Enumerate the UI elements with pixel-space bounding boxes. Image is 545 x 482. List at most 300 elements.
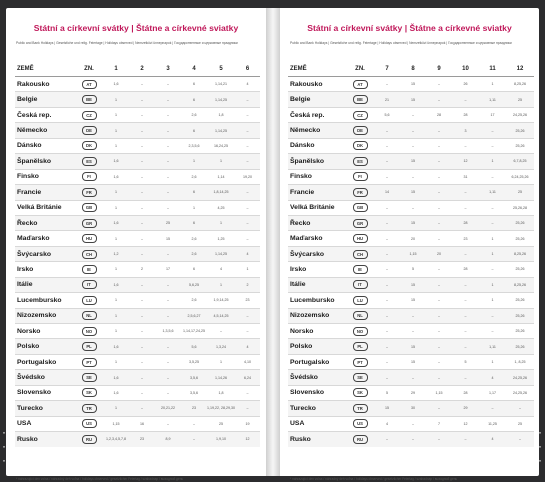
holiday-dates-cell: – [129,138,155,153]
country-name: Polsko [15,339,75,354]
country-code-cell [346,277,374,292]
holiday-dates-cell: 4 [235,246,260,261]
holiday-dates-cell: – [426,77,452,92]
holiday-dates-cell: – [235,154,260,169]
table-row [15,123,260,138]
holiday-dates-cell: 23 [129,432,155,447]
column-header-month: 6 [235,61,260,77]
holiday-dates-cell: – [479,169,506,184]
holiday-dates-cell: 6 [181,185,207,200]
holiday-dates-cell: 4 [479,432,506,447]
country-code-badge: CH [353,250,368,259]
holiday-dates-cell: – [374,169,400,184]
holiday-dates-cell: 1 [103,324,129,339]
holiday-dates-cell: – [129,107,155,122]
country-code-cell [346,324,374,339]
country-code-cell [346,370,374,385]
holiday-dates-cell: – [129,277,155,292]
holiday-dates-cell: – [374,154,400,169]
country-code-badge: IE [353,265,368,274]
table-row [15,169,260,184]
holiday-dates-cell: 23 [452,231,479,246]
holiday-dates-cell: – [452,432,479,447]
holiday-dates-cell: – [181,416,207,431]
holiday-dates-cell: 29 [452,401,479,416]
holiday-dates-cell: – [479,262,506,277]
country-code-badge: BE [82,95,97,104]
table-row [15,262,260,277]
holiday-dates-cell: 28 [452,215,479,230]
holiday-dates-cell: – [452,185,479,200]
holiday-dates-cell: – [235,200,260,215]
holiday-dates-cell: 28 [452,107,479,122]
country-code-cell [75,385,103,400]
holiday-dates-cell: 1 [103,293,129,308]
holiday-dates-cell: 1,2,3,4,5,7,8 [103,432,129,447]
footnote: * nahrazující den volna / náhradný deň voľna / holidays observed / gesetzlicher Feiertag / szabadnap / выходной день [16,477,184,481]
holiday-dates-cell: – [129,246,155,261]
country-code-cell [75,231,103,246]
holiday-dates-cell: 1 [479,77,506,92]
holiday-dates-cell: – [374,339,400,354]
holiday-dates-cell: – [452,370,479,385]
holiday-dates-cell: 1,6 [103,169,129,184]
holiday-dates-cell: – [374,354,400,369]
country-name: Velká Británie [15,200,75,215]
holiday-dates-cell: 2,6 [181,107,207,122]
holiday-dates-cell: 25,26 [506,293,534,308]
country-code-badge: NO [353,327,368,336]
country-code-cell [75,262,103,277]
country-name: Maďarsko [15,231,75,246]
holiday-dates-cell: 1,6 [103,339,129,354]
holiday-dates-cell: 17 [479,107,506,122]
country-name: Česká rep. [15,107,75,122]
country-code-cell [75,92,103,107]
holiday-dates-cell: 1 [103,200,129,215]
country-code-cell [75,215,103,230]
holiday-dates-cell: – [426,308,452,323]
country-code-badge: GR [82,219,97,228]
table-row [288,107,534,122]
holiday-dates-cell: – [235,138,260,153]
country-code-badge: FI [82,172,97,181]
holiday-dates-cell: 1 [479,354,506,369]
holiday-dates-cell: 23 [181,401,207,416]
holiday-dates-cell: 15 [400,339,426,354]
country-code-badge: BE [353,95,368,104]
holiday-dates-cell: 1 [479,277,506,292]
holiday-dates-cell: 6,24 [235,370,260,385]
holiday-dates-cell: – [235,92,260,107]
holiday-dates-cell: – [426,262,452,277]
book-spine [266,8,280,476]
holiday-dates-cell: – [207,324,235,339]
holiday-dates-cell: – [129,169,155,184]
holiday-dates-cell: 11,25 [479,416,506,431]
holiday-dates-cell: 24,25,26 [506,370,534,385]
holiday-dates-cell: 1,8 [207,385,235,400]
country-code-badge: SE [82,373,97,382]
holiday-dates-cell: 15 [374,401,400,416]
holiday-dates-cell: 1 [103,354,129,369]
column-header-country: ZEMĚ [288,61,346,77]
holiday-dates-cell: – [374,138,400,153]
holiday-dates-cell: – [374,215,400,230]
holiday-dates-cell: – [235,324,260,339]
table-row [15,231,260,246]
holiday-dates-cell: 28 [452,385,479,400]
holiday-dates-cell: – [426,370,452,385]
table-row [15,401,260,416]
country-code-badge: CZ [82,111,97,120]
country-name: Norsko [288,324,346,339]
country-code-cell [346,246,374,261]
table-row [288,324,534,339]
country-code-cell [75,277,103,292]
country-code-cell [346,154,374,169]
holiday-dates-cell: 5 [374,385,400,400]
holiday-dates-cell: 1 [103,231,129,246]
holiday-dates-cell: 25,26,28 [506,200,534,215]
country-name: Švýcarsko [288,246,346,261]
country-name: Česká rep. [288,107,346,122]
country-code-cell [75,432,103,447]
country-code-cell [75,107,103,122]
holiday-dates-cell: – [400,370,426,385]
table-row [288,416,534,431]
table-row [288,432,534,447]
holiday-dates-cell: – [479,308,506,323]
country-name: Turecko [288,401,346,416]
country-name: USA [15,416,75,431]
holiday-dates-cell: 25,26 [506,262,534,277]
country-code-cell [75,200,103,215]
table-row [288,293,534,308]
table-row [288,262,534,277]
holiday-dates-cell: 1 [103,401,129,416]
table-row [15,138,260,153]
holiday-dates-cell: – [426,293,452,308]
holiday-dates-cell: – [155,154,181,169]
country-name: Dánsko [15,138,75,153]
holiday-dates-cell: 4,25 [207,200,235,215]
country-name: Španělsko [288,154,346,169]
holiday-dates-cell: – [235,385,260,400]
holiday-dates-cell: 30 [400,401,426,416]
country-name: Velká Británie [288,200,346,215]
holiday-dates-cell: – [452,308,479,323]
holiday-dates-cell: 1 [479,154,506,169]
country-code-cell [75,169,103,184]
holiday-dates-cell: 1,9,10 [207,432,235,447]
holiday-dates-cell: 1,19,22, 28,29,30 [207,401,235,416]
column-header-country: ZEMĚ [15,61,75,77]
country-code-badge: FI [353,172,368,181]
country-name: Rusko [15,432,75,447]
column-header-month: 2 [129,61,155,77]
country-name: Slovensko [288,385,346,400]
holiday-dates-cell: – [426,169,452,184]
country-code-cell [346,432,374,447]
country-code-cell [75,370,103,385]
holiday-dates-cell: 4,10 [235,354,260,369]
country-name: Itálie [15,277,75,292]
table-row [15,215,260,230]
holiday-dates-cell: – [400,432,426,447]
country-name: Lucembursko [15,293,75,308]
holiday-dates-cell: – [426,185,452,200]
country-name: Rakousko [15,77,75,92]
holiday-dates-cell: – [155,277,181,292]
table-row [288,385,534,400]
country-code-badge: LU [353,296,368,305]
holiday-dates-cell: – [400,169,426,184]
holiday-dates-cell: 25 [207,416,235,431]
country-code-cell [75,154,103,169]
holiday-dates-cell: 1,11 [479,92,506,107]
holiday-dates-cell: – [129,185,155,200]
holiday-dates-cell: 3,5,25 [181,354,207,369]
holiday-dates-cell: 4 [235,339,260,354]
country-code-cell [346,401,374,416]
holiday-dates-cell: – [129,385,155,400]
holiday-dates-cell: 28 [426,107,452,122]
table-row [15,154,260,169]
country-name: Portugalsko [15,354,75,369]
holiday-dates-cell: 6 [181,262,207,277]
country-code-badge: NO [82,327,97,336]
holiday-dates-cell: 1,6 [103,277,129,292]
table-row [15,185,260,200]
table-row [288,215,534,230]
holiday-dates-cell: 16 [129,416,155,431]
holiday-dates-cell: 16,24,25 [207,138,235,153]
holiday-dates-cell: – [452,138,479,153]
column-header-month: 4 [181,61,207,77]
footnote: * nahrazující den volna / náhradný deň voľna / holidays observed / gesetzlicher Feiertag / szabadnap / выходной день [290,477,458,481]
holiday-dates-cell: – [155,370,181,385]
holiday-dates-cell: 1, 8,25 [506,354,534,369]
holiday-dates-cell: 25,26 [506,308,534,323]
holiday-dates-cell: 1 [181,154,207,169]
holiday-dates-cell: – [452,277,479,292]
holiday-dates-cell: 25,26 [506,231,534,246]
holiday-dates-cell: 1,14 [207,169,235,184]
country-code-cell [75,293,103,308]
country-code-cell [346,354,374,369]
holiday-dates-cell: – [155,92,181,107]
country-code-cell [75,324,103,339]
holiday-dates-cell: 15 [400,77,426,92]
holiday-dates-cell: – [129,123,155,138]
holiday-dates-cell: 5 [400,262,426,277]
holiday-dates-cell: – [400,324,426,339]
holiday-dates-cell: – [426,92,452,107]
holiday-dates-cell: – [426,432,452,447]
holiday-dates-cell: 24,25,26 [506,107,534,122]
country-code-badge: AT [82,80,97,89]
holiday-dates-cell: 1,15 [426,385,452,400]
holiday-dates-cell: 19 [235,416,260,431]
country-code-badge: PT [82,358,97,367]
holiday-dates-cell: 6 [181,123,207,138]
country-name: Maďarsko [288,231,346,246]
holiday-dates-cell: 2,6 [181,246,207,261]
table-row [15,354,260,369]
holiday-dates-cell: – [374,77,400,92]
holiday-dates-cell: 15 [155,231,181,246]
holiday-dates-cell: 12 [452,154,479,169]
country-name: Švédsko [15,370,75,385]
holiday-dates-cell: 20 [426,246,452,261]
table-row [15,308,260,323]
country-code-badge: NL [82,311,97,320]
holiday-dates-cell: 6 [181,77,207,92]
column-header-month: 11 [479,61,506,77]
holiday-dates-cell: 26 [452,77,479,92]
holiday-dates-cell: 1,9,14,25 [207,293,235,308]
holiday-dates-cell: 1 [103,107,129,122]
holiday-dates-cell: – [155,77,181,92]
country-name: Finsko [15,169,75,184]
country-code-cell [75,77,103,92]
column-header-month: 7 [374,61,400,77]
table-row [288,200,534,215]
country-name: Finsko [288,169,346,184]
country-code-badge: CH [82,250,97,259]
country-code-badge: AT [353,80,368,89]
table-row [288,354,534,369]
holiday-dates-cell: – [129,370,155,385]
country-name: USA [288,416,346,431]
country-code-badge: GB [353,203,368,212]
holiday-dates-cell: – [129,77,155,92]
holiday-dates-cell: – [374,277,400,292]
column-header-code: ZN. [346,61,374,77]
holiday-dates-cell: 1 [103,262,129,277]
holiday-dates-cell: 8,25,26 [506,246,534,261]
holiday-dates-cell: – [426,154,452,169]
country-code-badge: GB [82,203,97,212]
country-code-cell [346,107,374,122]
holiday-dates-cell: – [400,107,426,122]
holiday-dates-cell: – [155,123,181,138]
holiday-dates-cell: 1,6 [103,215,129,230]
holiday-dates-cell: – [155,385,181,400]
country-name: Německo [288,123,346,138]
table-row [288,308,534,323]
holiday-dates-cell: – [400,416,426,431]
holiday-dates-cell: 25 [155,215,181,230]
country-code-badge: ES [353,157,368,166]
holiday-dates-cell: 5,6 [181,339,207,354]
holiday-dates-cell: 25 [506,92,534,107]
holiday-dates-cell: – [374,246,400,261]
table-row [15,432,260,447]
country-code-badge: FR [82,188,97,197]
country-code-badge: NL [353,311,368,320]
holiday-dates-cell: – [374,324,400,339]
holiday-dates-cell: – [155,200,181,215]
country-code-cell [75,416,103,431]
country-name: Řecko [15,215,75,230]
country-code-cell [75,246,103,261]
holiday-dates-cell: – [506,401,534,416]
country-code-cell [75,308,103,323]
holiday-dates-cell: 1 [103,138,129,153]
table-body [288,77,534,447]
holiday-dates-cell: 1,6 [103,77,129,92]
table-row [15,277,260,292]
holiday-dates-cell: 1 [103,185,129,200]
table-row [288,185,534,200]
country-code-cell [346,215,374,230]
table-row [15,416,260,431]
holiday-dates-cell: – [400,138,426,153]
table-row [288,231,534,246]
country-code-badge: US [82,419,97,428]
country-code-badge: HU [82,234,97,243]
country-code-cell [346,77,374,92]
holiday-dates-cell: – [452,324,479,339]
country-code-cell [346,293,374,308]
country-name: Dánsko [288,138,346,153]
country-name: Francie [15,185,75,200]
left-page [6,8,266,481]
holiday-dates-cell: – [155,308,181,323]
country-code-cell [346,416,374,431]
holiday-dates-cell: – [129,215,155,230]
holiday-dates-cell: 15 [400,277,426,292]
holiday-dates-cell: – [452,200,479,215]
country-code-cell [346,200,374,215]
country-code-badge: TR [353,404,368,413]
holiday-dates-cell: 14 [374,185,400,200]
holiday-dates-cell: – [235,231,260,246]
table-row [15,200,260,215]
holiday-dates-cell: 1,17 [479,385,506,400]
holiday-dates-cell: – [374,231,400,246]
holiday-dates-cell: – [155,138,181,153]
holiday-dates-cell: – [129,354,155,369]
holiday-dates-cell: – [400,308,426,323]
holiday-dates-cell: 5 [452,354,479,369]
holiday-dates-cell: – [235,215,260,230]
table-header-row [288,61,534,77]
country-code-cell [346,185,374,200]
holiday-dates-cell: 1,2 [103,246,129,261]
country-code-cell [346,308,374,323]
holiday-dates-cell: 1 [479,246,506,261]
holiday-dates-cell: 15 [400,293,426,308]
holiday-dates-cell: 1,3,5,6 [155,324,181,339]
holiday-dates-cell: – [479,215,506,230]
holiday-dates-cell: – [155,416,181,431]
holiday-dates-cell: 12 [452,416,479,431]
holiday-dates-cell: 1,11 [479,185,506,200]
table-row [15,293,260,308]
holiday-dates-cell: 24,25,26 [506,385,534,400]
holiday-dates-cell: – [129,324,155,339]
country-name: Belgie [15,92,75,107]
holiday-dates-cell: 1 [235,262,260,277]
holiday-dates-cell: 1 [207,354,235,369]
country-name: Švýcarsko [15,246,75,261]
holiday-dates-cell: 4,5,14,25 [207,308,235,323]
country-name: Turecko [15,401,75,416]
country-code-badge: PT [353,358,368,367]
